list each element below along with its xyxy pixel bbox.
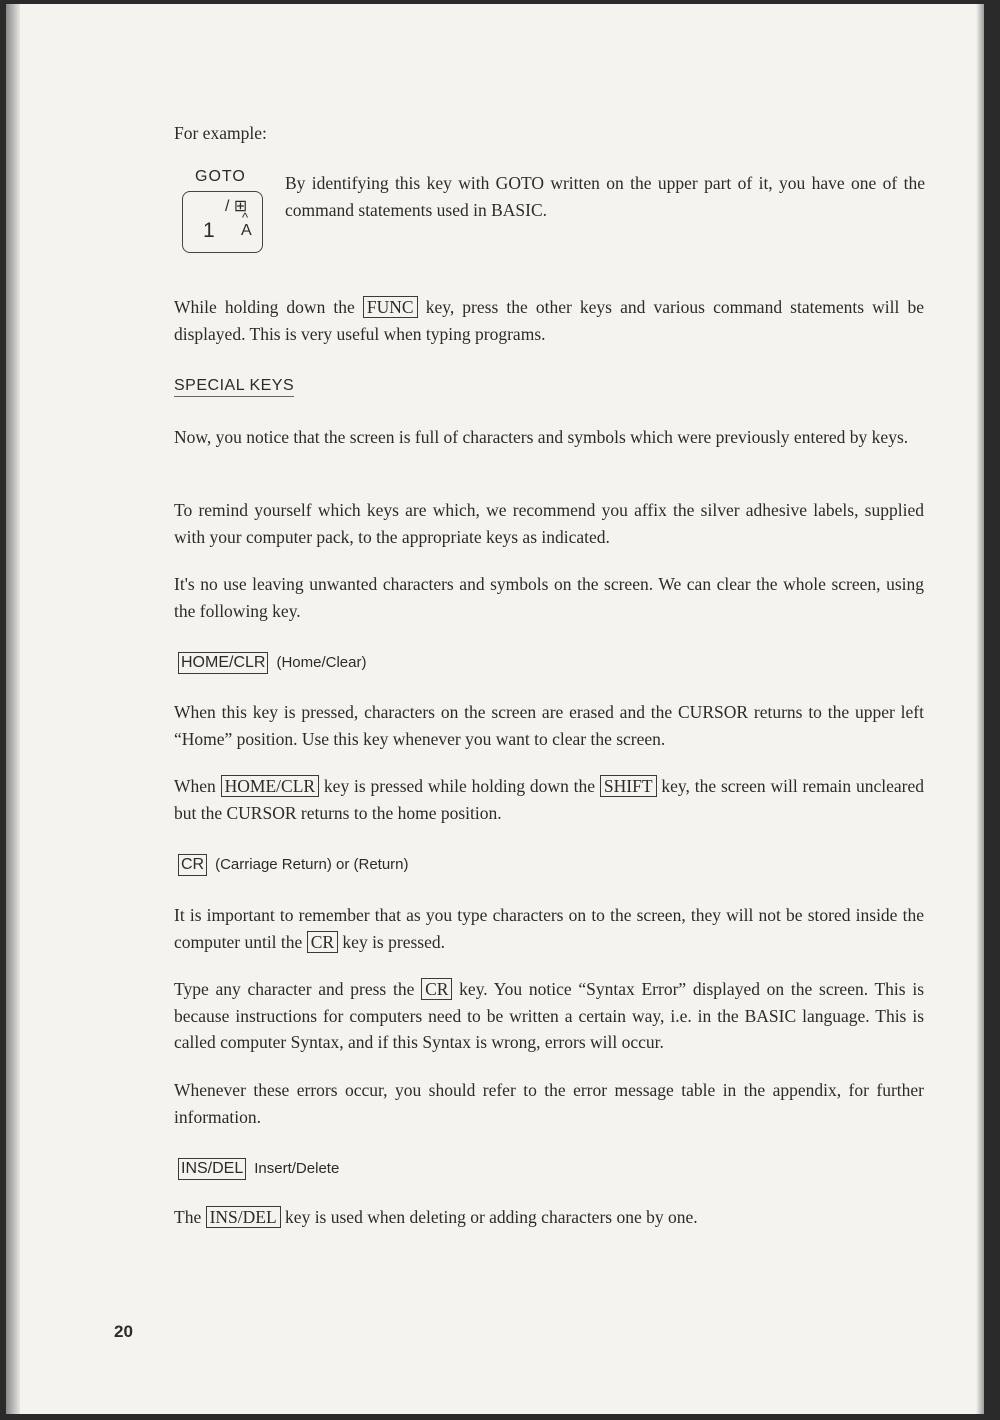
home-clr-key-box: HOME/CLR xyxy=(178,652,268,674)
cr2-pre: Type any character and press the xyxy=(174,979,422,999)
home-paragraph: When this key is pressed, characters on the screen are erased and the CURSOR returns to the upper left “Home” position. Use this key whenever you want to clear the screen. xyxy=(174,702,924,749)
cr2-post: key. You notice “Syntax Error” displayed on the screen. This is because instructions for computers need to be written a certain way, i.e. in the BASIC language. This is called computer Syntax, and if this Syntax is wrong, errors will occur. xyxy=(174,979,925,1052)
home-clr-inline-key: HOME/CLR xyxy=(221,775,319,797)
ins-del-key-box: INS/DEL xyxy=(178,1158,246,1180)
remind-paragraph: To remind yourself which keys are which, we recommend you affix the silver adhesive labels, supplied with your computer pack, to the appropriate keys as indicated. xyxy=(174,500,924,547)
ins-post: key is used when deleting or adding characters one by one. xyxy=(280,1207,698,1227)
page-edge-shadow xyxy=(976,4,984,1414)
cr1-inline-key: CR xyxy=(307,931,338,953)
cr-desc: (Carriage Return) or (Return) xyxy=(215,856,409,873)
special-keys-heading: SPECIAL KEYS xyxy=(174,377,294,397)
func-post: key, press the other keys and various command statements will be displayed. This is very useful when typing programs. xyxy=(174,297,924,344)
ins-del-inline-key: INS/DEL xyxy=(206,1206,281,1228)
home-clr-key-line xyxy=(178,652,366,674)
cr-key-box: CR xyxy=(178,854,207,876)
shift-post: key, the screen will remain uncleared but the CURSOR returns to the home position. xyxy=(174,776,924,823)
intro-text: For example: xyxy=(174,123,267,143)
keycap-caret: ^ xyxy=(242,210,249,225)
shift-inline-key: SHIFT xyxy=(600,775,657,797)
func-paragraph xyxy=(174,294,924,347)
cr-paragraph-1 xyxy=(174,902,924,955)
shift-mid: key is pressed while holding down the xyxy=(319,776,600,796)
ins-del-desc: Insert/Delete xyxy=(254,1160,340,1177)
goto-keycap-illustration xyxy=(182,191,263,253)
cr1-pre: It is important to remember that as you type characters on to the screen, they will not be stored inside the computer until the xyxy=(174,905,924,952)
goto-key-label: GOTO xyxy=(195,168,246,185)
cr-key-line xyxy=(178,854,409,876)
cr2-inline-key: CR xyxy=(421,978,452,1000)
errors-paragraph: Whenever these errors occur, you should refer to the error message table in the appendix, for further information. xyxy=(174,1080,924,1127)
func-key-box: FUNC xyxy=(363,296,418,318)
clear-paragraph: It's no use leaving unwanted characters and symbols on the screen. We can clear the whole screen, using the following key. xyxy=(174,574,924,621)
ins-paragraph xyxy=(174,1204,924,1231)
keycap-digit: 1 xyxy=(203,219,215,242)
ins-del-key-line xyxy=(178,1158,339,1180)
shift-paragraph xyxy=(174,773,924,826)
screen-full-paragraph: Now, you notice that the screen is full of characters and symbols which were previously entered by keys. xyxy=(174,427,909,447)
book-page xyxy=(6,4,984,1414)
keycap-symbols: / ⊞ xyxy=(225,198,248,215)
ins-pre: The xyxy=(174,1207,206,1227)
shift-pre: When xyxy=(174,776,221,796)
goto-description: By identifying this key with GOTO written on the upper part of it, you have one of the command statements used in BASIC. xyxy=(285,173,925,220)
cr1-post: key is pressed. xyxy=(338,931,445,952)
keycap-letter: A xyxy=(241,222,252,239)
page-number: 20 xyxy=(114,1322,133,1341)
cr-paragraph-2 xyxy=(174,976,924,1056)
func-pre: While holding down the xyxy=(174,297,363,317)
page-binding-shadow xyxy=(6,4,20,1414)
home-clr-desc: (Home/Clear) xyxy=(276,654,367,671)
